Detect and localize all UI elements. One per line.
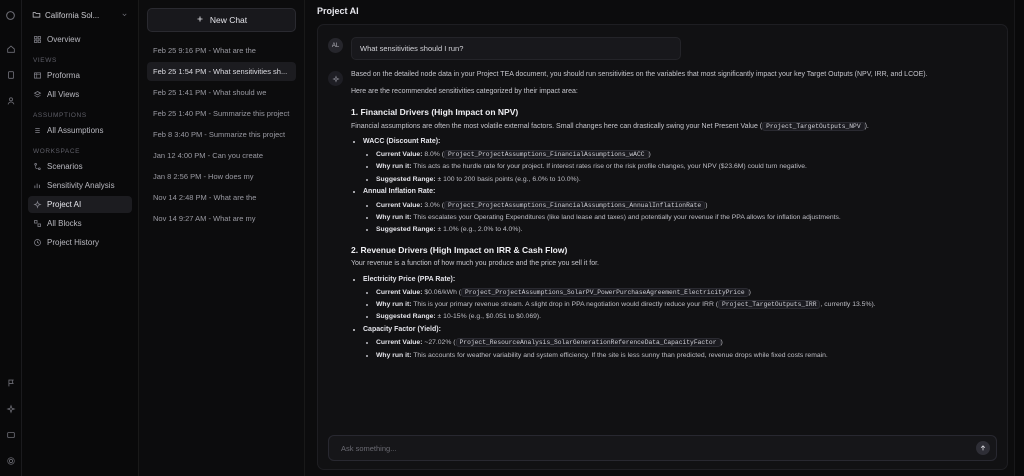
list-item[interactable]: Nov 14 2:48 PM - What are the [153,193,257,202]
blocks-icon [33,219,42,228]
group-list [351,137,993,235]
sidebar-item-label: Project History [47,238,100,247]
sidebar-section-workspace: WORKSPACE [33,148,81,155]
folder-icon [32,10,41,21]
list-item [376,288,993,298]
bullet-text: ± 1.0% (e.g., 2.0% to 4.0%). [435,226,523,234]
bullet-text: ± 10-15% (e.g., $0.051 to $0.069). [435,313,542,321]
bullet-label: Suggested Range: [376,313,436,321]
assistant-intro: Based on the detailed node data in your Project TEA document, you should run sensitivities on the variables that most significantly impact your key Target Outputs (NPV, IRR, and LCOE). [351,71,928,78]
assistant-avatar-icon [328,71,343,86]
sidebar-item-label: Overview [47,35,81,44]
bullet-label: Why run it: [376,163,412,171]
sidebar-item-sensitivity-analysis[interactable] [28,177,132,194]
section-subtext-post: ). [864,122,869,130]
grid-icon [33,35,42,44]
list-item[interactable]: Jan 12 4:00 PM - Can you create [153,151,264,160]
sidebar-item-label: Sensitivity Analysis [47,181,115,190]
sidebar [22,0,139,476]
layers-icon [33,90,42,99]
sidebar-item-all-views[interactable] [28,86,132,103]
list-item [363,325,993,360]
document-icon[interactable] [2,66,20,84]
list-item [376,162,993,172]
sparkle-icon [33,200,42,209]
user-message-text: What sensitivities should I run? [351,37,681,60]
project-selector[interactable] [28,6,132,25]
project-name: California Sol... [45,11,100,20]
group-list [351,275,993,361]
list-item[interactable]: Feb 25 9:16 PM - What are the [153,46,256,55]
message-list [318,25,1007,435]
chat-panel [317,24,1008,470]
sidebar-item-label: Proforma [47,71,80,80]
bullet-label: Current Value: [376,288,423,296]
list-item [376,175,993,185]
bullet-text: 8.0% ( [422,150,445,158]
bullet-text-post: ) [748,288,751,296]
list-item[interactable]: Nov 14 9:27 AM - What are my [153,214,256,223]
sparkle-icon[interactable] [2,400,20,418]
sidebar-item-project-ai[interactable] [28,196,132,213]
flag-icon[interactable] [2,374,20,392]
send-button[interactable] [976,441,990,455]
settings-icon[interactable] [2,452,20,470]
list-item[interactable]: Feb 25 1:41 PM - What should we [153,88,267,97]
section-subtext-pre: Financial assumptions are often the most volatile external factors. Small changes here can drastically swing your Net Present Value ( [351,122,763,130]
new-chat-label: New Chat [209,15,248,25]
group-title: Annual Inflation Rate: [363,188,436,196]
bullet-text: This accounts for weather variability and system efficiency. If the site is less sunny than predicted, revenue drops while fixed costs remain. [411,351,828,359]
sidebar-item-project-history[interactable] [28,234,132,251]
list-item[interactable]: Jan 8 2:56 PM - How does my [153,172,254,181]
avatar: AL [328,38,343,53]
chat-history-panel [139,0,305,476]
main-area [305,0,1014,476]
sidebar-item-all-assumptions[interactable] [28,122,132,139]
group-title: Electricity Price (PPA Rate): [363,275,456,283]
assistant-message-body [351,70,993,367]
list-item [376,312,993,322]
bullet-text: 3.0% ( [422,201,445,209]
token-chip: Project_ProjectAssumptions_SolarPV_PowerPurchaseAgreement_ElectricityPrice [461,288,749,297]
list-item [376,213,993,223]
assistant-message [328,70,993,367]
bullet-label: Suggested Range: [376,226,436,234]
bullet-list [363,150,993,185]
bullet-label: Current Value: [376,339,423,347]
bullet-text: ~27.02% ( [422,339,456,347]
bullet-text: This is your primary revenue stream. A slight drop in PPA negotiation would directly reduce your IRR ( [411,301,719,309]
composer[interactable] [328,435,997,461]
bullet-text: $0.06/kWh ( [422,288,461,296]
list-item [363,187,993,235]
bullet-text-post: ) [705,201,708,209]
home-icon[interactable] [2,40,20,58]
section-heading: 2. Revenue Drivers (High Impact on IRR & Cash Flow) [351,245,568,256]
token-chip: Project_ProjectAssumptions_FinancialAssumptions_AnnualInflationRate [444,201,705,210]
people-icon[interactable] [2,92,20,110]
list-item[interactable]: Feb 8 3:40 PM - Summarize this project [153,130,286,139]
message-input[interactable] [339,443,976,454]
token-chip: Project_ResourceAnalysis_SolarGenerationReferenceData_CapacityFactor [456,338,721,347]
sidebar-item-label: All Views [47,90,80,99]
sidebar-item-overview[interactable] [28,31,132,48]
section-subtext: Your revenue is a function of how much you produce and the price you sell it for. [351,260,600,268]
list-item [376,338,993,348]
sidebar-item-scenarios[interactable] [28,158,132,175]
list-item [376,150,993,160]
bullet-list [363,201,993,236]
sidebar-section-views: VIEWS [33,57,57,64]
bullet-text-post: ) [720,339,723,347]
list-item [376,225,993,235]
token-chip: Project_TargetOutputs_IRR [718,300,820,309]
list-item [376,201,993,211]
bullet-label: Current Value: [376,150,423,158]
bullet-text-post: , currently 13.5%). [820,301,876,309]
token-chip: Project_TargetOutputs_NPV [762,122,864,131]
bullet-label: Why run it: [376,301,412,309]
sidebar-item-label: Scenarios [47,162,83,171]
sidebar-item-label: All Assumptions [47,126,104,135]
bullet-list [363,288,993,323]
list-item [376,351,993,361]
bullet-label: Why run it: [376,351,412,359]
icon-rail [0,0,22,476]
chevron-down-icon[interactable] [121,11,128,20]
list-item[interactable]: Feb 25 1:54 PM - What sensitivities sh... [147,62,296,81]
section-heading: 1. Financial Drivers (High Impact on NPV) [351,107,519,118]
list-icon [33,126,42,135]
plus-icon [196,15,204,25]
group-title: Capacity Factor (Yield): [363,326,441,334]
group-title: WACC (Discount Rate): [363,137,441,145]
sidebar-item-label: All Blocks [47,219,82,228]
list-item[interactable]: Feb 25 1:40 PM - Summarize this project [153,109,290,118]
bullet-text: ± 100 to 200 basis points (e.g., 6.0% to 10.0%). [435,175,581,183]
sidebar-section-assumptions: ASSUMPTIONS [33,112,87,119]
sidebar-item-all-blocks[interactable] [28,215,132,232]
user-message [328,37,993,60]
list-item [363,275,993,323]
clock-icon [33,238,42,247]
sidebar-item-label: Project AI [47,200,82,209]
page-title: Project AI [317,6,359,16]
table-icon [33,71,42,80]
branch-icon [33,162,42,171]
assistant-intro-2: Here are the recommended sensitivities categorized by their impact area: [351,88,578,96]
bullet-list [363,338,993,360]
new-chat-button[interactable] [147,8,296,32]
token-chip: Project_ProjectAssumptions_FinancialAssumptions_wACC [444,150,649,159]
list-item [376,300,993,310]
bullet-label: Why run it: [376,213,412,221]
section-subtext [351,122,993,132]
app-logo-icon[interactable] [2,6,20,24]
right-edge-strip [1014,0,1024,476]
chart-icon [33,181,42,190]
sidebar-item-proforma[interactable] [28,67,132,84]
list-item [363,137,993,185]
panel-icon[interactable] [2,426,20,444]
bullet-text-post: ) [648,150,651,158]
bullet-text: This escalates your Operating Expenditures (like land lease and taxes) and potentially your revenue if the PPA allows for inflation adjustments. [411,213,841,221]
bullet-text: This acts as the hurdle rate for your project. If interest rates rise or the risk profile changes, your NPV ($23.6M) could turn negative. [411,163,807,171]
bullet-label: Current Value: [376,201,423,209]
bullet-label: Suggested Range: [376,175,436,183]
